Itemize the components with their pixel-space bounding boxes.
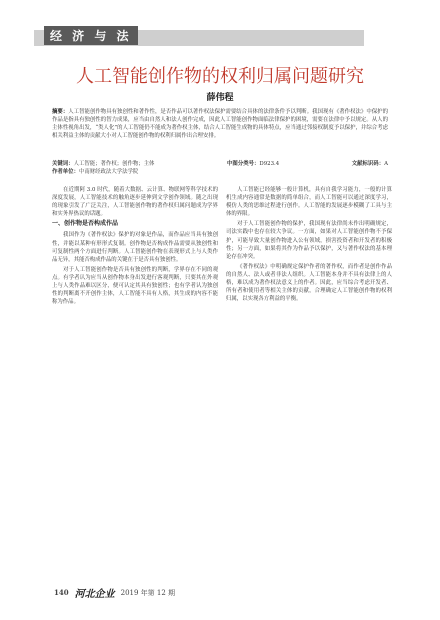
abstract-label: 摘要： <box>52 109 69 115</box>
body-paragraph: 对于人工智能创作物的保护，我国现有法律尚未作出明确规定，司法实践中也存在较大争议。一方面，如果对人工智能创作物不予保护，可能导致大量创作物进入公有领域，损害投资者和开发者的积极性；另一方面，如果将其作为作品予以保护，又与著作权法的基本理论存在冲突。 <box>226 221 392 260</box>
page-number: 140 <box>54 588 69 597</box>
affiliation-label: 作者单位： <box>52 169 79 175</box>
clc-label: 中图分类号： <box>227 161 260 167</box>
article-title: 人工智能创作物的权利归属问题研究 <box>76 66 364 87</box>
meta-row-keywords <box>52 160 388 168</box>
page-footer <box>54 585 175 600</box>
issue-info: 2019 年第 12 期 <box>120 588 176 597</box>
affiliation-value: 中南财经政法大学法学院 <box>78 169 139 175</box>
section-label: 经 济 与 法 <box>44 26 138 45</box>
doc-code-label: 文献标识码： <box>351 161 385 167</box>
clc-value: D923.4 <box>259 161 280 167</box>
article-author: 薛伟程 <box>206 93 234 103</box>
body-paragraph: 人工智能已经能够一般计算机，具有自我学习能力，一般的计算机生成内容通常是数据的简单组合，而人工智能可以通过深度学习，模仿人类的思维过程进行创作。人工智能的发展逐步模糊了工具与主体的界限。 <box>226 187 392 218</box>
body-paragraph: 在近期阿 3.0 时代，随着大数据、云计算、物联网等科学技术的深度发展，人工智能技术的触角逐步延伸到文学创作领域。随之出现的现象引发了广泛关注，人工智能创作物的著作权归属问题成为学界和实务界热议的话题。 <box>52 187 218 218</box>
body-paragraph: 《著作权法》中明确规定保护作者的著作权，而作者是创作作品的自然人、法人或者非法人组织。人工智能本身并不具有法律上的人格，难以成为著作权法意义上的作者。因此，应当综合考虑开发者、所有者和使用者等相关主体的贡献，合理确定人工智能创作物的权利归属，以实现各方利益的平衡。 <box>226 263 392 303</box>
body-paragraph: 我国作为《著作权法》保护的对象是作品，而作品应当具有独创性，并能以某种有形形式复制。创作物是否构成作品需要从独创性和可复制性两个方面进行判断。人工智能创作物在表现形式上与人类作品无异，其能否构成作品的关键在于是否具有独创性。 <box>52 232 218 263</box>
keywords-value: 人工智能；著作权；创作物；主体 <box>73 161 155 167</box>
body-column-right <box>226 186 392 305</box>
journal-name: 河北企业 <box>74 589 115 600</box>
doc-code-value: A <box>384 161 388 167</box>
abstract-text: 人工智能创作物具有独创性和著作性，是否作品可以著作权法保护需要结合具体的法律条件予以判断。我国现有《著作权法》中保护的作品是指具有独创性的智力成果，应当由自然人和法人创作完成，因此人工智能创作物面临法律保护的困境，需要在法律中予以规定。从人的主体性视角出发，“类人化”的人工智能仍不能成为著作权主体，结合人工智能生成物的具体特点，应当通过邻接权制度予以保护，并综合考虑相关利益主体的贡献大小对人工智能创作物的权利归属作出合理安排。 <box>52 109 388 139</box>
doc-code <box>352 160 388 168</box>
section-heading: 一、创作物是否构成作品 <box>52 220 119 228</box>
body-column-left <box>52 186 218 308</box>
clc <box>227 160 279 168</box>
keywords <box>52 160 154 168</box>
author-affiliation <box>52 168 388 176</box>
body-paragraph: 对于人工智能创作物是否具有独创性的判断，学界存在不同的观点。有学者认为应当从创作物本身出发进行客观判断，只要其在外观上与人类作品难以区分，便可认定其具有独创性；也有学者认为独创性的判断离不开创作主体，人工智能不具有人格，其生成的内容不能称为作品。 <box>52 266 218 306</box>
article-meta <box>52 160 388 176</box>
abstract <box>52 108 388 140</box>
keywords-label: 关键词： <box>52 161 74 167</box>
